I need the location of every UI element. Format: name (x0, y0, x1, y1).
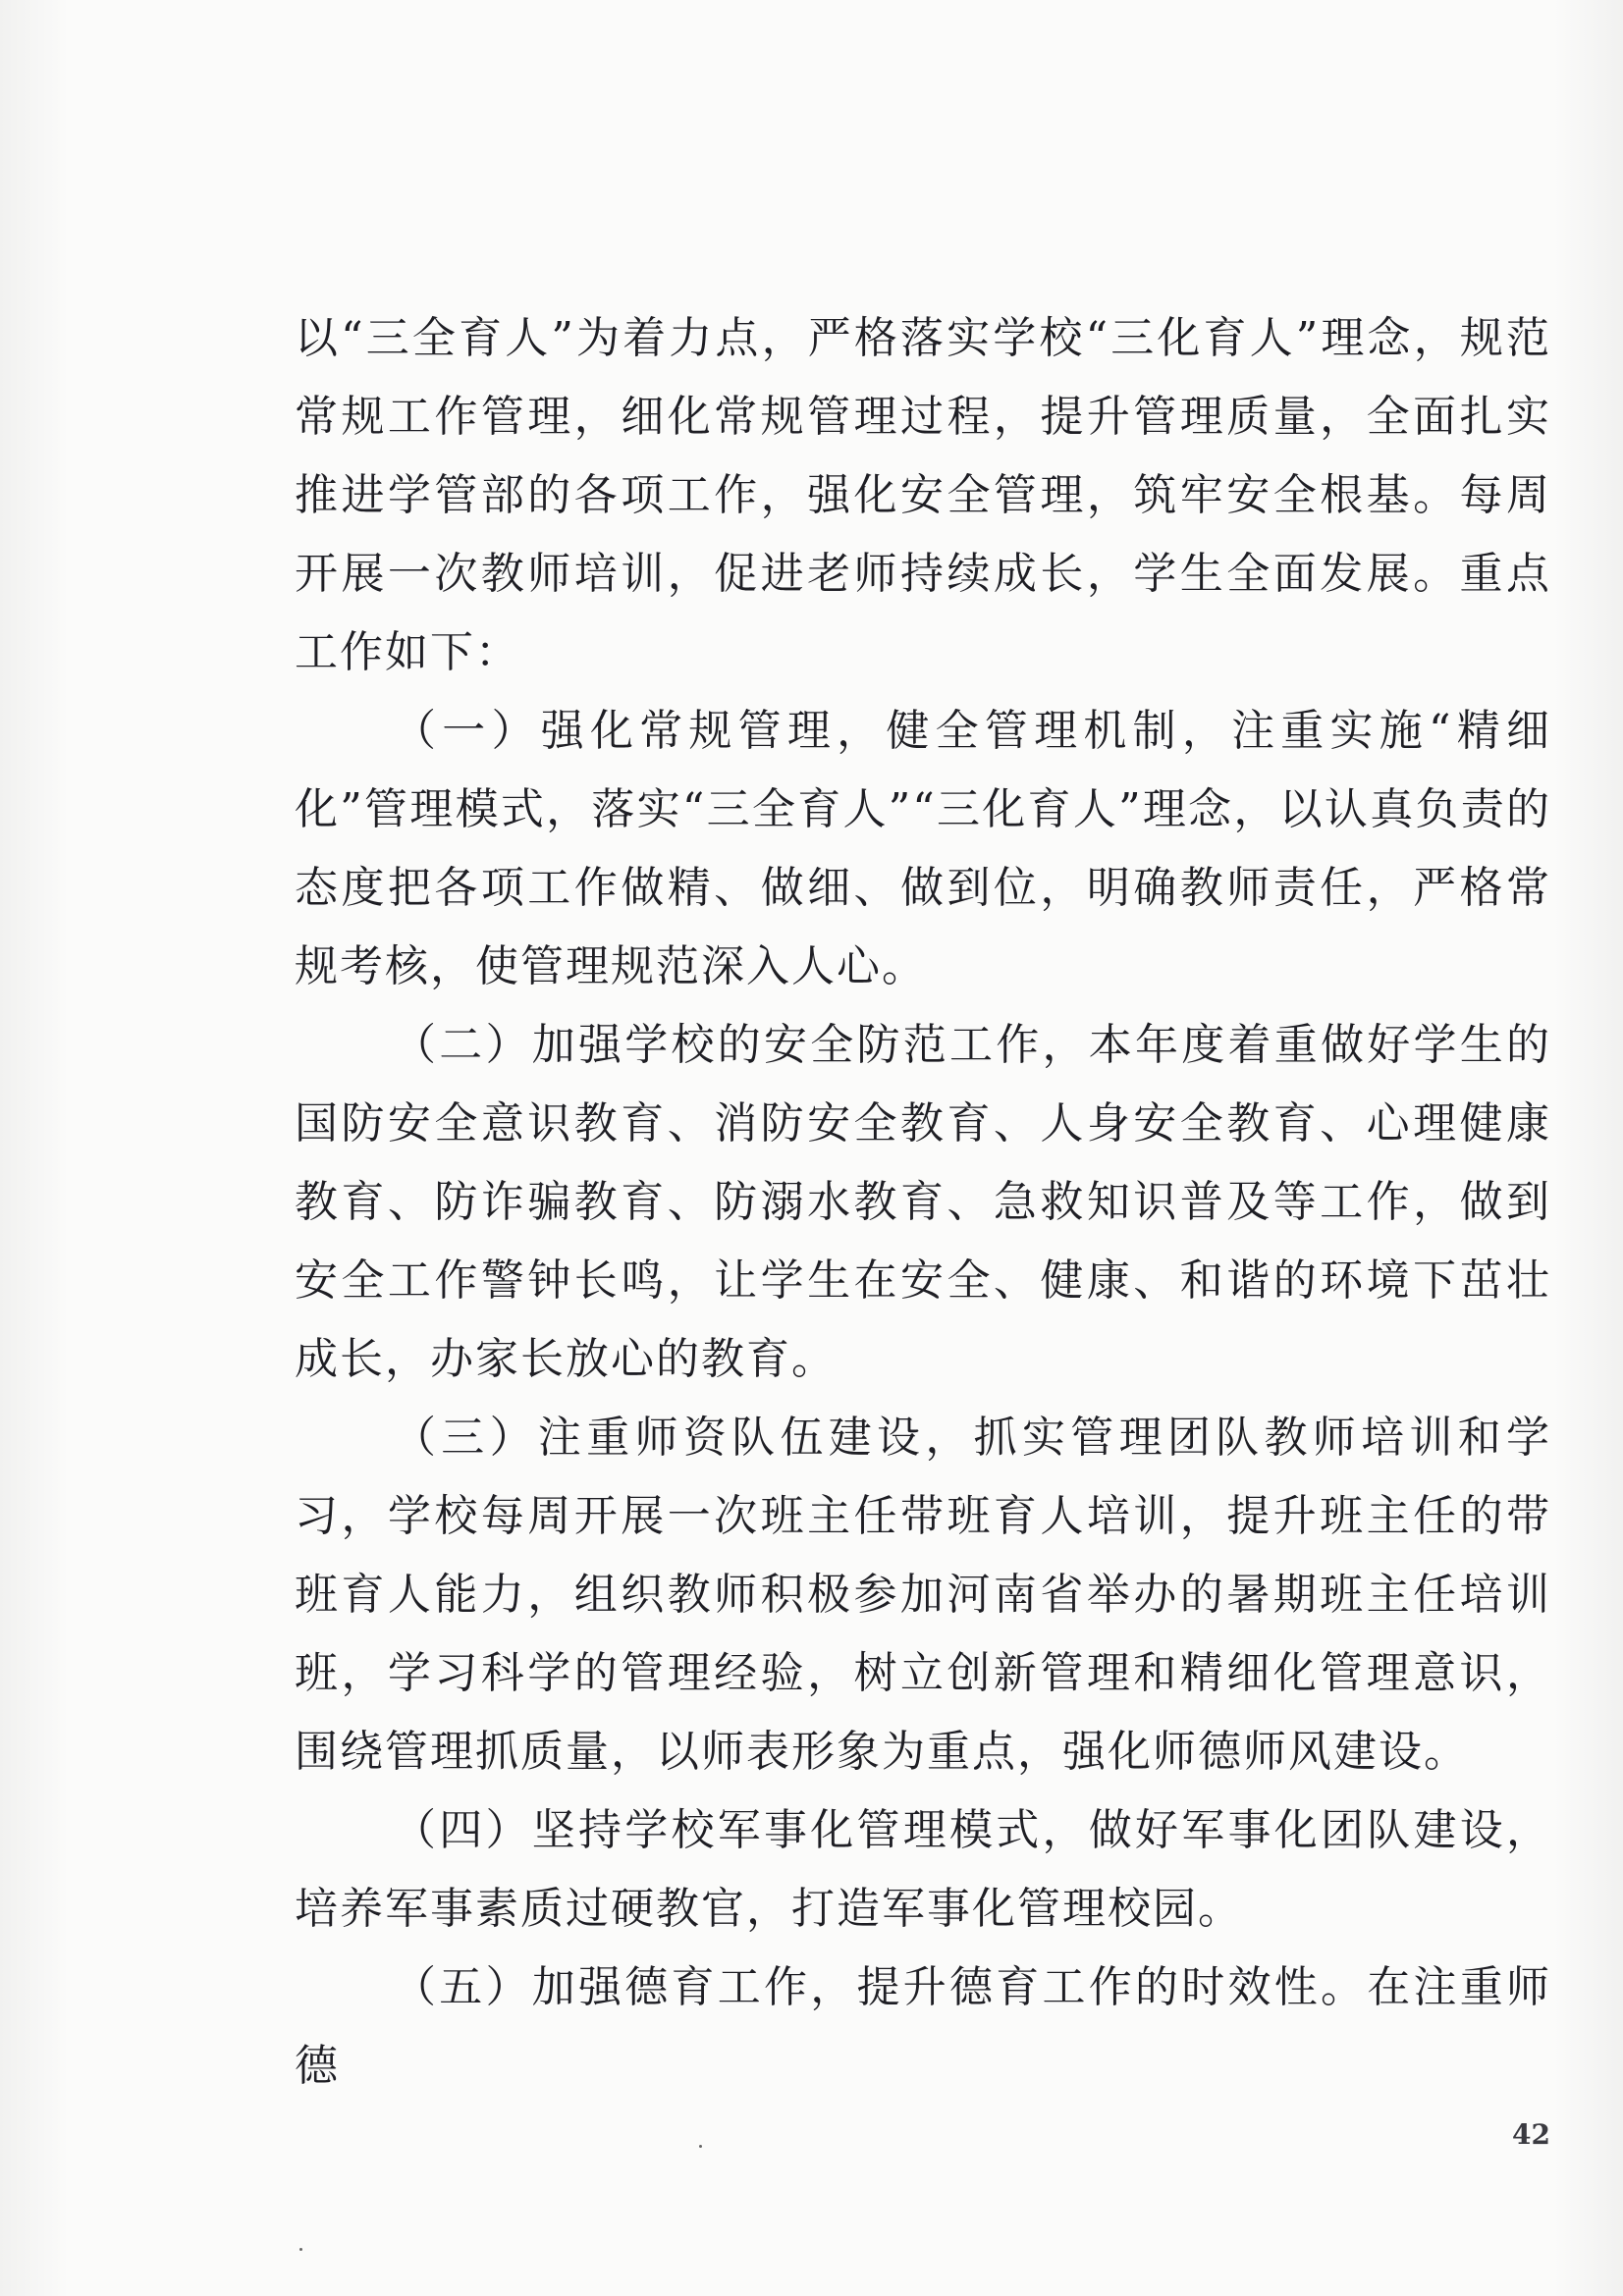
paragraph-item-2: （二）加强学校的安全防范工作，本年度着重做好学生的国防安全意识教育、消防安全教育、人身安全教育、心理健康教育、防诈骗教育、防溺水教育、急救知识普及等工作，做到安全工作警钟长鸣，让学生在安全、健康、和谐的环境下茁壮成长，办家长放心的教育。 (295, 1020, 1551, 1384)
scan-edge-left (0, 0, 69, 2296)
paragraph-item-3: （三）注重师资队伍建设，抓实管理团队教师培训和学习，学校每周开展一次班主任带班育人培训，提升班主任的带班育人能力，组织教师积极参加河南省举办的暑期班主任培训班，学习科学的管理经验，树立创新管理和精细化管理意识，围绕管理抓质量，以师表形象为重点，强化师德师风建设。 (295, 1413, 1551, 1777)
paragraph-intro: 以“三全育人”为着力点，严格落实学校“三化育人”理念，规范常规工作管理，细化常规管理过程，提升管理质量，全面扎实推进学管部的各项工作，强化安全管理，筑牢安全根基。每周开展一次教师培训，促进老师持续成长，学生全面发展。重点工作如下： (295, 313, 1551, 677)
page-number: 42 (1512, 2118, 1550, 2151)
scan-speck (299, 2248, 302, 2251)
scan-speck (699, 2145, 702, 2148)
paragraph-item-1: （一）强化常规管理，健全管理机制，注重实施“精细化”管理模式，落实“三全育人”“三化育人”理念，以认真负责的态度把各项工作做精、做细、做到位，明确教师责任，严格常规考核，使管理规范深入人心。 (295, 706, 1551, 991)
scan-edge-right (1554, 0, 1623, 2296)
paragraph-item-5: （五）加强德育工作，提升德育工作的时效性。在注重师德 (295, 1962, 1551, 2091)
body-text (295, 299, 1551, 2106)
paragraph-item-4: （四）坚持学校军事化管理模式，做好军事化团队建设，培养军事素质过硬教官，打造军事化管理校园。 (295, 1805, 1551, 1934)
